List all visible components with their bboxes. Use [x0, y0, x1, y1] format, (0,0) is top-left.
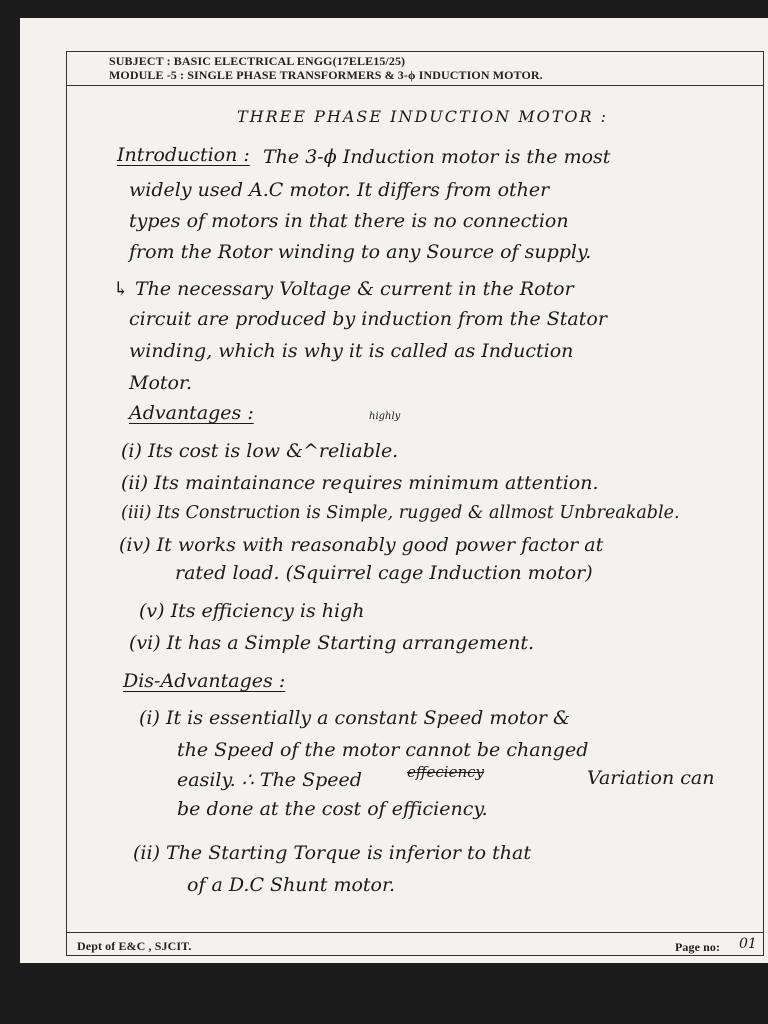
- disadvantage-line: of a D.C Shunt motor.: [187, 874, 396, 896]
- disadvantage-line: be done at the cost of efficiency.: [177, 798, 488, 820]
- advantage-item: (iv) It works with reasonably good power factor at: [119, 534, 604, 556]
- intro-note-line: circuit are produced by induction from the Stator: [129, 308, 607, 330]
- struck-word: effeciency: [407, 763, 484, 781]
- advantage-item: (i) Its cost is low &^reliable.: [121, 440, 399, 462]
- introduction-heading: Introduction :: [117, 144, 250, 166]
- advantage-item: (ii) Its maintainance requires minimum attention.: [121, 472, 599, 494]
- footer-page-label: Page no:: [675, 940, 721, 954]
- footer-department: Dept of E&C , SJCIT.: [77, 939, 192, 953]
- disadvantages-heading: Dis-Advantages :: [123, 670, 286, 692]
- footer-page-number: 01: [739, 936, 757, 952]
- advantage-item: (v) Its efficiency is high: [139, 600, 365, 622]
- intro-line: The 3-ϕ Induction motor is the most: [263, 146, 611, 168]
- disadvantage-line: the Speed of the motor cannot be changed: [177, 739, 589, 761]
- module-line: MODULE -5 : SINGLE PHASE TRANSFORMERS & 3-ϕ INDUCTION MOTOR.: [109, 68, 543, 82]
- intro-line: types of motors in that there is no connection: [129, 210, 569, 232]
- intro-note-line: ↳ The necessary Voltage & current in the Rotor: [113, 278, 574, 300]
- subject-line: SUBJECT : BASIC ELECTRICAL ENGG(17ELE15/25): [109, 54, 406, 68]
- page-title: THREE PHASE INDUCTION MOTOR :: [237, 107, 608, 126]
- advantages-insert-word: highly: [369, 411, 401, 422]
- disadvantage-line: (ii) The Starting Torque is inferior to that: [133, 842, 531, 864]
- intro-note-line: Motor.: [129, 372, 193, 394]
- disadvantage-line: easily. ∴ The Speed: [177, 769, 362, 791]
- advantages-heading: Advantages :: [129, 402, 254, 424]
- disadvantage-line: (i) It is essentially a constant Speed motor &: [139, 707, 570, 729]
- page-sheet: [20, 18, 768, 963]
- advantage-item: (iii) Its Construction is Simple, rugged & allmost Unbreakable.: [121, 503, 680, 523]
- footer-rule: [67, 932, 763, 933]
- header-rule: [67, 85, 763, 86]
- disadvantage-line: Variation can: [587, 767, 715, 789]
- page-border: [66, 51, 764, 956]
- advantage-item: rated load. (Squirrel cage Induction motor): [175, 562, 593, 584]
- intro-note-line: winding, which is why it is called as Induction: [129, 340, 574, 362]
- intro-line: from the Rotor winding to any Source of supply.: [129, 241, 592, 263]
- advantage-item: (vi) It has a Simple Starting arrangement.: [129, 632, 535, 654]
- intro-line: widely used A.C motor. It differs from other: [129, 179, 550, 201]
